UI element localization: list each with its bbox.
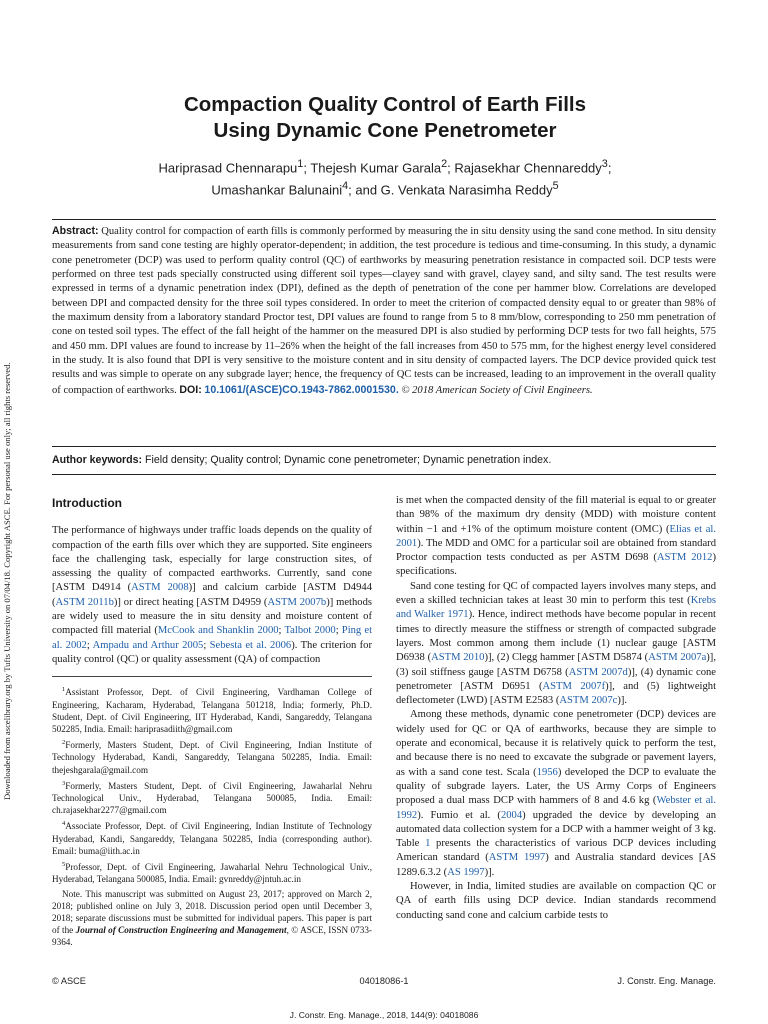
text-run: ;	[278, 625, 285, 637]
text-run: )] methods are widely used to measure the in situ density and moisture content of compacted fill material (	[52, 596, 372, 637]
footnote-text: Formerly, Masters Student, Dept. of Civil Engineering, Jawaharlal Nehru Technological Univ., Hyderabad, Telangana 500085, India. Email: ch.rajasekhar2277@gmail.com	[52, 780, 372, 816]
footnote-text: Assistant Professor, Dept. of Civil Engineering, Vardhaman College of Engineering, Kacharam, Hyderabad, Telangana 501218, India; formerly, Ph.D. Student, Dept. of Civil Engineering, IIT Hyderabad, Kandi, Sangareddy, Telangana 502285, India. Email: hariprasadiith@gmail.com	[52, 687, 372, 734]
doi-label: DOI:	[179, 383, 202, 396]
footnote-number: 4	[62, 820, 66, 828]
ref-table-1[interactable]: 1	[425, 838, 431, 850]
footnote-2	[52, 737, 372, 776]
ref-webster[interactable]: Webster et al. 1992	[396, 795, 716, 821]
ref-astm-2011b[interactable]: ASTM 2011b	[55, 596, 114, 608]
footnote-number: 2	[62, 739, 66, 747]
author-1: Hariprasad Chennarapu	[158, 160, 298, 176]
text-run: ). Hence, indirect methods have become popular in recent times to directly measure the stiffness or strength of compacted subgrade layers. Most common among them include (1) nuclear gauge [ASTM D6938 (	[396, 609, 717, 664]
footnote-number: 3	[62, 779, 66, 787]
text-run: )] and calcium carbide [ASTM D4944 (	[52, 582, 372, 608]
ref-astm-2007b[interactable]: ASTM 2007b	[267, 596, 327, 608]
author-line-1	[60, 155, 710, 177]
right-paragraph-1	[396, 494, 716, 580]
abstract-text: Quality control for compaction of earth fills is commonly performed by measuring the in situ density using the sand cone method. In situ density measurements from sand cone testing are highly operator-dependent; in addition, the test procedure is tedious and time-consuming. In this study, a dynamic cone penetrometer (DCP) was used to perform quality control (QC) of earthworks by measuring penetration resistance in compacted soil. DCP tests were performed on three test pads specially constructed using different soil types—clayey sand with gravel, clayey sand, and silty sand. The test results were expressed in terms of a dynamic penetration index (DPI), defined as the depth of penetration of the cone per hammer blow. Correlations are developed between DPI and compacted density for the three soil types considered. In order to meet the criterion of compacted density equal to or greater than 98% of the maximum density from a laboratory standard Proctor test, DPI values are found to range from 5 to 8 mm/blow, corresponding to 250 mm penetration of cone on tested soil types. The effect of the fall height of the hammer on the measured DPI is also studied by performing DCP tests for two fall heights, 575 and 450 mm. DPI values are found to increase by 11–26% when the height of the fall increases from 450 to 575 mm, for the highest energy level considered in the study. It is also found that DPI is very sensitive to the moisture content and in situ density of compacted layers. The DCP device provided quick test results and was simple to operate on any subgrade layer; hence, the frequency of QC tests can be increased, leading to an improvement in the overall quality of compaction of earthworks.	[52, 226, 716, 396]
abstract-copyright: © 2018 American Society of Civil Engineers.	[401, 384, 593, 396]
author-2-affil: 2	[441, 158, 448, 170]
author-5-affil: 5	[552, 180, 559, 193]
footnote-5	[52, 859, 372, 885]
text-run: ). Fumio et al. (	[417, 809, 501, 821]
author-5: ; and G. Venkata Narasimha Reddy	[348, 182, 553, 198]
abstract-top-rule	[52, 219, 716, 220]
author-4-affil: 4	[342, 180, 349, 193]
author-1-affil: 1	[297, 158, 304, 170]
footnote-4	[52, 818, 372, 857]
keywords-bottom-rule	[52, 474, 716, 475]
paper-title	[60, 92, 710, 144]
section-heading-introduction: Introduction	[52, 496, 122, 510]
note-text: Note. This manuscript was submitted on August 23, 2017; approved on March 2, 2018; published online on July 3, 2018. Discussion period open until December 3, 2018; separate discussions must be submitted for individual papers. This paper is part of the	[52, 888, 372, 936]
ref-sebesta[interactable]: Sebesta et al. 2006	[209, 639, 292, 651]
footer-copyright: © ASCE	[52, 976, 86, 986]
footnote-text: Formerly, Masters Student, Dept. of Civil Engineering, Indian Institute of Technology Hyderabad, Kandi, Sangareddy, Telangana 502285, India. Email: thejeshgarala@gmail.com	[52, 740, 372, 775]
author-4: Umashankar Balunaini	[211, 182, 343, 198]
ref-fumio-2004[interactable]: 2004	[500, 809, 523, 821]
ref-astm-1997[interactable]: ASTM 1997	[488, 852, 546, 864]
author-keywords	[52, 453, 716, 467]
footnote-number: 1	[62, 686, 66, 694]
footnotes	[52, 684, 372, 948]
text-run: ). The MDD and OMC for a particular soil are obtained from standard Proctor compaction tests conducted as per ASTM D698 (	[396, 537, 716, 564]
ref-astm-2007d[interactable]: ASTM 2007d	[568, 666, 628, 678]
author-3: ; Rajasekhar Chennareddy	[447, 160, 602, 176]
author-2: ; Thejesh Kumar Garala	[303, 160, 442, 176]
ref-astm-2010[interactable]: ASTM 2010	[431, 652, 485, 664]
footnote-number: 5	[62, 861, 66, 869]
text-run: )], (2) Clegg hammer [ASTM D5874 (	[484, 652, 649, 664]
footer-article-number: 04018086-1	[359, 976, 409, 986]
text-run: ) and Australia standard devices [AS 1289.6.3.2 (	[396, 852, 716, 878]
submission-note	[52, 888, 372, 949]
text-run: )], (3) soil stiffness gauge [ASTM D6758 (	[396, 652, 716, 678]
footnote-text: Associate Professor, Dept. of Civil Engineering, Indian Institute of Technology Hyderabad, Kandi, Sangareddy, Telangana 502285, India (corresponding author). Email: buma@iith.ac.in	[52, 821, 372, 856]
author-separator: ;	[607, 160, 612, 176]
right-paragraph-3	[396, 708, 716, 880]
ref-mccook-shanklin[interactable]: McCook and Shanklin 2000	[157, 625, 279, 637]
title-line-1: Compaction Quality Control of Earth Fills	[183, 93, 587, 116]
ref-krebs-walker[interactable]: Krebs and Walker 1971	[396, 595, 716, 621]
title-line-2: Using Dynamic Cone Penetrometer	[213, 119, 557, 142]
ref-astm-2012[interactable]: ASTM 2012	[656, 552, 713, 564]
ref-astm-2007a[interactable]: ASTM 2007a	[648, 652, 707, 664]
ref-astm-2007c[interactable]: ASTM 2007c	[559, 695, 618, 707]
text-run: is met when the compacted density of the fill material is equal to or greater than 98% of the maximum dry density (MDD) with moisture content within −1 and +1% of the optimum moisture content (OMC) (	[396, 495, 716, 535]
citation-line: J. Constr. Eng. Manage., 2018, 144(9): 04018086	[289, 1010, 479, 1020]
journal-name: Journal of Construction Engineering and Management	[75, 925, 287, 936]
text-run: ) specifications.	[396, 552, 716, 578]
download-notice-text: Downloaded from ascelibrary.org by Tufts University on 07/04/18. Copyright ASCE. For personal use only; all rights reserved.	[2, 362, 12, 800]
text-run: ;	[203, 639, 210, 651]
text-run: ) developed the DCP to evaluate the quality of subgrade layers. Later, the US Army Corps of Engineers proposed a dual mass DCP with hammers of 8 and 4.6 kg (	[396, 766, 716, 807]
note-text: , © ASCE, ISSN 0733-9364.	[52, 925, 372, 948]
text-run: Among these methods, dynamic cone penetrometer (DCP) devices are widely used for QC or QA of earthworks, because they are simple to operate and economical, because it is relatively quick to perform the test, and because there is no need to excavate the subgrade or pavement layers, as with a sand cone test. Scala (	[396, 709, 716, 778]
text-run: )] or direct heating [ASTM D4959 (	[113, 596, 268, 608]
ref-talbot[interactable]: Talbot 2000	[284, 625, 336, 637]
footnote-text: Professor, Dept. of Civil Engineering, Jawaharlal Nehru Technological Univ., Hyderabad, Telangana 500085, India. Email: gvnreddy@jntuh.ac.in	[52, 862, 372, 885]
text-run: presents the characteristics of various DCP devices including American standard (	[396, 838, 717, 864]
abstract	[52, 224, 716, 398]
download-notice	[2, 240, 12, 800]
ref-scala-1956[interactable]: 1956	[536, 766, 558, 778]
abstract-label: Abstract:	[52, 225, 99, 237]
text-run: ) upgraded the device by developing an automated data collection system for a DCP with a hammer weight of 3 kg. Table	[396, 809, 716, 850]
right-column	[396, 494, 716, 923]
text-run: ). The criterion for quality control (QC) or quality assessment (QA) of compaction	[52, 639, 373, 665]
ref-astm-2008[interactable]: ASTM 2008	[131, 582, 189, 594]
author-line-2	[60, 177, 710, 199]
right-paragraph-4: However, in India, limited studies are available on compaction QC or QA of earth fills using DCP device. Indian standards recommend conducting sand cone and calcium carbide tests to	[396, 881, 716, 921]
ref-ping[interactable]: Ping et al. 2002	[52, 625, 373, 651]
text-run: Sand cone testing for QC of compacted layers involves many steps, and even a skilled technician takes at least 30 min to perform this test (	[396, 580, 716, 607]
left-column	[52, 496, 372, 951]
doi-link[interactable]: 10.1061/(ASCE)CO.1943-7862.0001530.	[204, 383, 399, 396]
footer-journal: J. Constr. Eng. Manage.	[617, 976, 716, 986]
ref-elias[interactable]: Elias et al. 2001	[396, 523, 716, 549]
intro-paragraph-1	[52, 524, 372, 667]
footnote-3	[52, 778, 372, 817]
text-run: )], and (5) lightweight deflectometer (LWD) [ASTM E2583 (	[396, 680, 717, 707]
abstract-bottom-rule	[52, 446, 716, 447]
right-paragraph-2	[396, 580, 716, 709]
ref-as-1997[interactable]: AS 1997	[447, 866, 485, 878]
author-list	[60, 155, 710, 200]
text-run: )].	[484, 866, 495, 878]
ref-ampadu-arthur[interactable]: Ampadu and Arthur 2005	[92, 639, 204, 651]
text-run: )], (4) dynamic cone penetrometer [ASTM D6951 (	[396, 666, 716, 692]
keywords-label: Author keywords:	[52, 454, 143, 466]
ref-astm-2007f[interactable]: ASTM 2007f	[542, 680, 606, 692]
text-run: ;	[86, 639, 93, 651]
footnote-1	[52, 684, 372, 735]
text-run: )].	[617, 695, 628, 707]
keywords-text: Field density; Quality control; Dynamic cone penetrometer; Dynamic penetration index.	[145, 454, 552, 466]
author-3-affil: 3	[601, 158, 608, 170]
footnote-rule	[52, 676, 372, 677]
text-run: ;	[335, 625, 342, 637]
text-run: The performance of highways under traffic loads depends on the quality of compaction of the earth fills over which they are supported. Site engineers face the challenging task, especially for large construction sites, of assessing the quality of compacted earthworks. Currently, sand cone [ASTM D4914 (	[52, 525, 372, 594]
